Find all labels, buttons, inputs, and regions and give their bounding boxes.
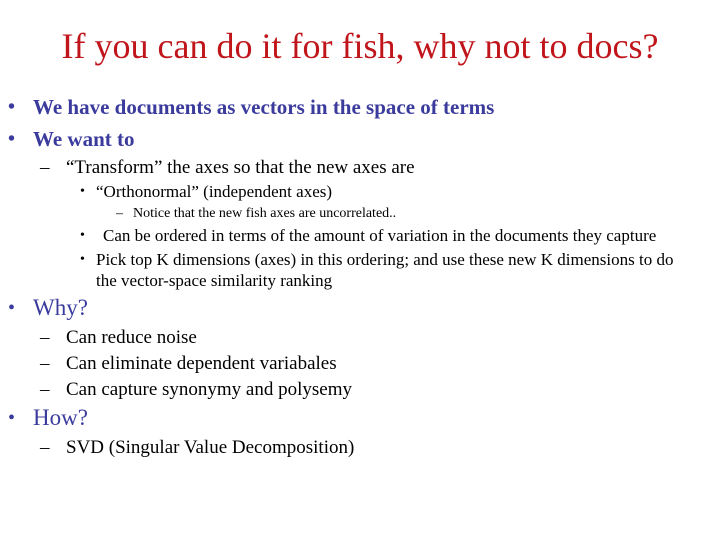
bullet-dot: • — [8, 407, 16, 429]
bullet-text: Why? — [33, 295, 88, 320]
bullet-text: How? — [33, 405, 88, 430]
bullet-text: We want to — [33, 127, 135, 151]
bullet-dot: • — [80, 184, 85, 199]
bullet-text: Can capture synonymy and polysemy — [66, 379, 353, 400]
sub-sub-bullet-pick-top-k-continued — [96, 270, 332, 292]
bullet-dot: • — [8, 128, 16, 150]
bullet-dot: • — [80, 228, 85, 243]
bullet-text: Can be ordered in terms of the amount of variation in the documents they capture — [103, 226, 657, 245]
dash-bullet: – — [40, 157, 50, 178]
bullet-text: “Orthonormal” (independent axes) — [96, 182, 333, 201]
bullet-text: Can reduce noise — [66, 327, 197, 348]
bullet-text-line2: the vector-space similarity ranking — [96, 271, 333, 290]
bullet-text: SVD (Singular Value Decomposition) — [66, 437, 355, 458]
dash-bullet: – — [40, 353, 50, 374]
bullet-dot: • — [8, 96, 16, 118]
bullet-text: “Transform” the axes so that the new axes are — [66, 157, 415, 178]
bullet-text-line1: Pick top K dimensions (axes) in this ordering; and use these new K dimensions to do — [96, 250, 674, 269]
dash-bullet: – — [40, 379, 50, 400]
dash-bullet: – — [116, 206, 123, 221]
dash-bullet: – — [40, 437, 50, 458]
slide-title: If you can do it for fish, why not to docs? — [61, 26, 659, 66]
bullet-text: We have documents as vectors in the space of terms — [33, 95, 495, 119]
bullet-text: Can eliminate dependent variabales — [66, 353, 337, 374]
bullet-dot: • — [8, 297, 16, 319]
bullet-text: Notice that the new fish axes are uncorrelated.. — [133, 206, 397, 221]
bullet-dot: • — [80, 252, 85, 267]
dash-bullet: – — [40, 327, 50, 348]
